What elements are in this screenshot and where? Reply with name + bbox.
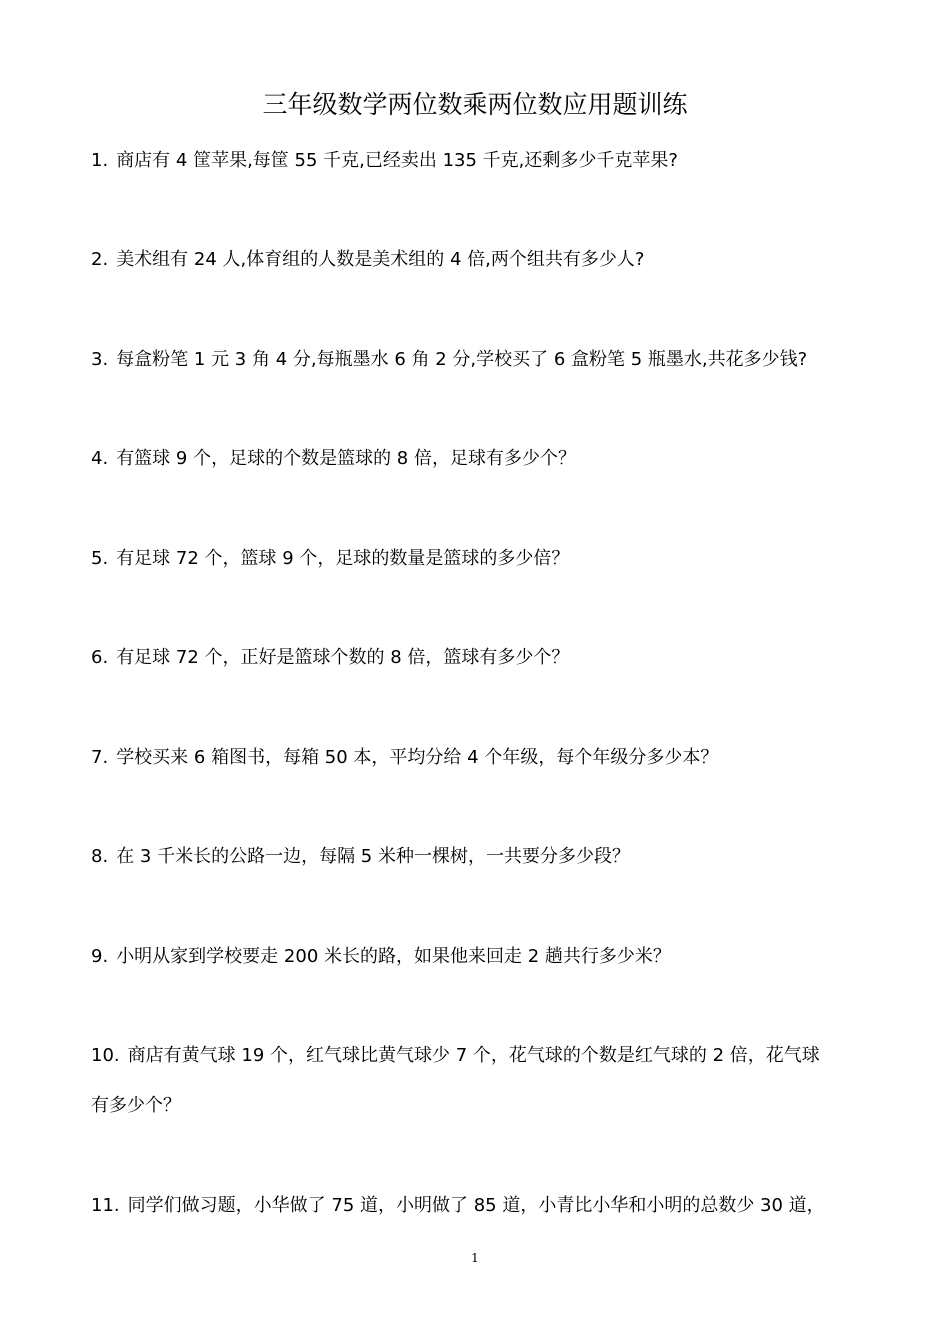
question-4 [91, 444, 871, 474]
question-7 [91, 743, 871, 773]
question-text: 小明从家到学校要走 200 米长的路，如果他来回走 2 趟共行多少米？ [116, 946, 671, 967]
question-number: 1. [91, 150, 109, 171]
question-number: 4. [91, 448, 109, 469]
question-2 [91, 245, 871, 275]
question-number: 9. [91, 946, 109, 967]
question-1 [91, 146, 871, 176]
question-number: 7. [91, 747, 109, 768]
question-8 [91, 842, 871, 872]
question-number: 3. [91, 349, 109, 370]
question-3 [91, 345, 871, 375]
question-10 [91, 1041, 871, 1121]
question-text: 商店有 4 筐苹果,每筐 55 千克,已经卖出 135 千克,还剩多少千克苹果? [116, 150, 678, 171]
question-text: 商店有黄气球 19 个，红气球比黄气球少 7 个，花气球的个数是红气球的 2 倍，花气球 [127, 1045, 820, 1066]
question-5 [91, 544, 871, 574]
question-number: 11. [91, 1195, 120, 1216]
question-number: 8. [91, 846, 109, 867]
question-text: 每盒粉笔 1 元 3 角 4 分,每瓶墨水 6 角 2 分,学校买了 6 盒粉笔 5 瓶墨水,共花多少钱? [116, 349, 808, 370]
page-number: 1 [471, 1251, 479, 1265]
question-text: 有篮球 9 个，足球的个数是篮球的 8 倍，足球有多少个？ [116, 448, 576, 469]
question-text: 有足球 72 个，正好是篮球个数的 8 倍，篮球有多少个？ [116, 647, 570, 668]
question-6 [91, 643, 871, 673]
question-9 [91, 942, 871, 972]
question-11 [91, 1191, 871, 1221]
question-line-continued: 有多少个？ [91, 1095, 181, 1116]
question-text: 在 3 千米长的公路一边，每隔 5 米种一棵树，一共要分多少段？ [116, 846, 630, 867]
page-title: 三年级数学两位数乘两位数应用题训练 [262, 90, 688, 119]
question-number: 5. [91, 548, 109, 569]
question-text: 同学们做习题，小华做了 75 道，小明做了 85 道，小青比小华和小明的总数少 30 道， [127, 1195, 825, 1216]
question-text: 有足球 72 个，篮球 9 个，足球的数量是篮球的多少倍？ [116, 548, 570, 569]
question-text: 美术组有 24 人,体育组的人数是美术组的 4 倍,两个组共有多少人? [116, 249, 645, 270]
question-number: 10. [91, 1045, 120, 1066]
question-line [91, 1041, 871, 1071]
question-number: 2. [91, 249, 109, 270]
question-number: 6. [91, 647, 109, 668]
question-text: 学校买来 6 箱图书，每箱 50 本，平均分给 4 个年级，每个年级分多少本？ [116, 747, 719, 768]
